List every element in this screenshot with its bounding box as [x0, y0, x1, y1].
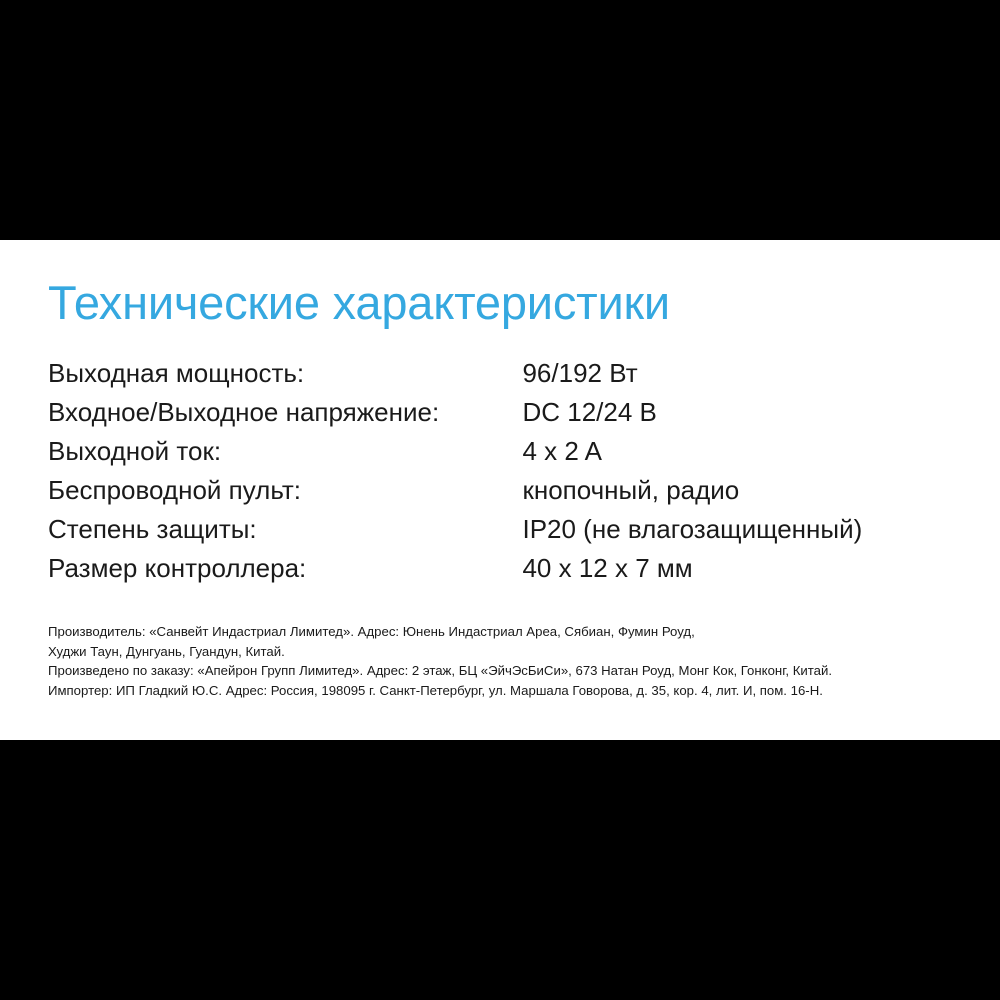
legal-line: Худжи Таун, Дунгуань, Гуандун, Китай.: [48, 643, 285, 659]
spec-label: Выходная мощность:: [48, 358, 305, 388]
table-row: [48, 471, 958, 510]
spec-sheet-panel: [0, 240, 1000, 740]
spec-value: DC 12/24 В: [522, 397, 657, 427]
spec-label: Входное/Выходное напряжение:: [48, 397, 440, 427]
spec-value: IP20 (не влагозащищенный): [522, 514, 863, 544]
page-title: Технические характеристики: [48, 276, 670, 329]
spec-value: 40 x 12 x 7 мм: [522, 553, 693, 583]
spec-label: Беспроводной пульт:: [48, 475, 301, 505]
spec-value: 4 x 2 A: [522, 436, 602, 466]
table-row: [48, 432, 958, 471]
specifications-table: [48, 354, 958, 588]
spec-value: кнопочный, радио: [522, 475, 740, 505]
spec-label: Степень защиты:: [48, 514, 257, 544]
legal-line: Произведено по заказу: «Апейрон Групп Лимитед». Адрес: 2 этаж, БЦ «ЭйчЭсБиСи», 673 Натан Роуд, Монг Кок, Гонконг, Китай.: [48, 663, 833, 678]
legal-line: Производитель: «Санвейт Индастриал Лимитед». Адрес: Юнень Индастриал Ареа, Сябиан, Фумин Роуд,: [48, 624, 695, 639]
table-row: [48, 393, 958, 432]
spec-label: Размер контроллера:: [48, 553, 307, 583]
spec-value: 96/192 Вт: [522, 358, 638, 388]
table-row: [48, 354, 958, 393]
spec-label: Выходной ток:: [48, 436, 222, 466]
legal-notice-block: [48, 622, 958, 700]
table-row: [48, 549, 958, 588]
table-row: [48, 510, 958, 549]
legal-line: Импортер: ИП Гладкий Ю.С. Адрес: Россия, 198095 г. Санкт-Петербург, ул. Маршала Говорова, д. 35, кор. 4, лит. И, пом. 16-Н.: [48, 682, 823, 698]
spec-sheet-content: [48, 274, 958, 700]
